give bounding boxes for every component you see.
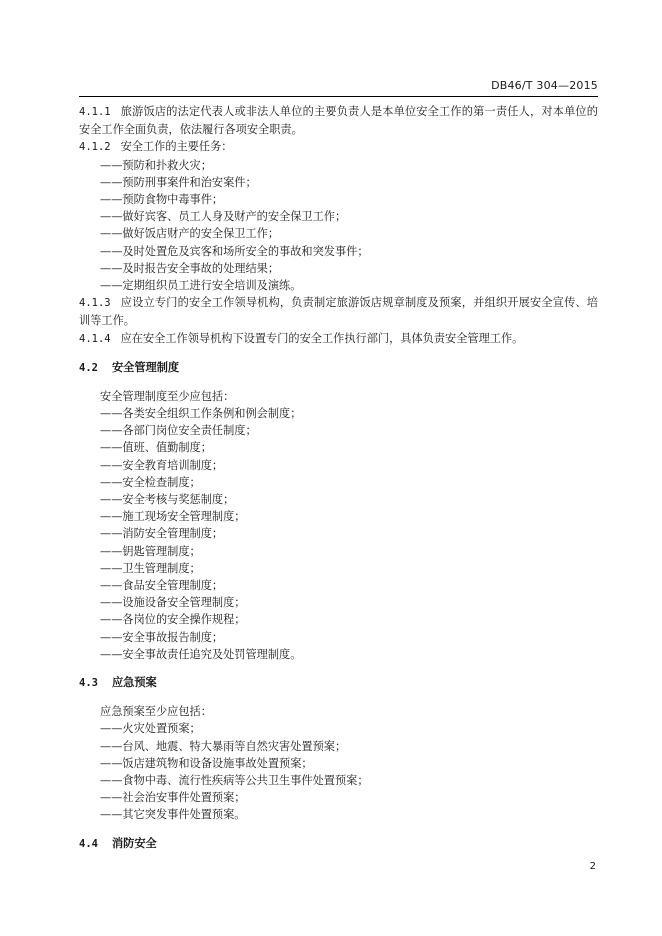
clause-4-1-4: [79, 330, 598, 348]
list-item: ——台风、地震、特大暴雨等自然灾害处置预案；: [100, 739, 347, 753]
list-item: ——安全考核与奖惩制度；: [100, 493, 235, 507]
section-title: 安全管理制度: [111, 360, 180, 374]
list-item: ——及时报告安全事故的处理结果；: [100, 261, 280, 275]
list-item: ——做好宾客、员工人身及财产的安全保卫工作；: [100, 210, 347, 224]
section-number: 4.2: [79, 361, 98, 374]
list-item: ——各部门岗位安全责任制度；: [100, 424, 257, 438]
clause-text: 旅游饭店的法定代表人或非法人单位的主要负责人是本单位安全工作的第一责任人，对本单位的安全工作全面负责，依法履行各项安全职责。: [79, 105, 598, 137]
section-title: 应急预案: [111, 676, 157, 690]
emergency-plan-list: [79, 720, 598, 823]
list-item: ——安全事故责任追究及处罚管理制度。: [100, 647, 302, 661]
list-item: ——及时处置危及宾客和场所安全的事故和突发事件；: [100, 244, 369, 258]
regulation-list: [79, 405, 598, 663]
list-item: ——预防刑事案件和治安案件；: [100, 175, 257, 189]
clause-number: 4.1.4: [79, 332, 111, 345]
clause-number: 4.1.2: [79, 141, 111, 154]
section-heading-4-4: [79, 835, 598, 853]
clause-text: 应设立专门的安全工作领导机构，负责制定旅游饭店规章制度及预案，并组织开展安全宣传、培训等工作。: [79, 296, 598, 328]
page-number: 2: [589, 861, 596, 872]
clause-4-1-2: [79, 138, 598, 156]
section-intro: 应急预案至少应包括：: [100, 705, 212, 719]
list-item: ——安全事故报告制度；: [100, 630, 224, 644]
clause-number: 4.1.1: [79, 106, 111, 118]
list-item: ——食品安全管理制度；: [100, 579, 224, 593]
section-intro: 安全管理制度至少应包括：: [100, 389, 235, 403]
list-item: ——预防和扑救火灾；: [100, 158, 212, 172]
list-item: ——安全检查制度；: [100, 475, 201, 489]
clause-4-1-1: [79, 103, 598, 138]
list-item: ——预防食物中毒事件；: [100, 193, 224, 207]
list-item: ——做好饭店财产的安全保卫工作；: [100, 227, 280, 241]
list-item: ——食物中毒、流行性疾病等公共卫生事件处置预案；: [100, 773, 369, 787]
list-item: ——卫生管理制度；: [100, 561, 201, 575]
section-heading-4-3: [79, 674, 598, 692]
section-number: 4.4: [79, 837, 98, 850]
clause-text: 应在安全工作领导机构下设置专门的安全工作执行部门，具体负责安全管理工作。: [120, 331, 524, 345]
list-item: ——钥匙管理制度；: [100, 544, 201, 558]
list-item: ——值班、值勤制度；: [100, 441, 212, 455]
list-item: ——安全教育培训制度；: [100, 458, 224, 472]
list-item: ——各岗位的安全操作规程；: [100, 613, 246, 627]
document-code: DB46/T 304—2015: [491, 79, 598, 92]
header-divider: [79, 96, 598, 97]
section-title: 消防安全: [111, 836, 157, 850]
clause-4-1-3: [79, 294, 598, 329]
list-item: ——各类安全组织工作条例和例会制度；: [100, 407, 302, 421]
clause-text: 安全工作的主要任务：: [120, 140, 233, 154]
list-item: ——社会治安事件处置预案；: [100, 791, 246, 805]
list-item: ——消防安全管理制度；: [100, 527, 224, 541]
list-item: ——定期组织员工进行安全培训及演练。: [100, 279, 302, 293]
page-content: [79, 103, 598, 864]
task-list: [79, 157, 598, 295]
list-item: ——饭店建筑物和设备设施事故处置预案；: [100, 756, 313, 770]
list-item: ——其它突发事件处置预案。: [100, 808, 246, 822]
list-item: ——设施设备安全管理制度；: [100, 596, 246, 610]
clause-number: 4.1.3: [79, 297, 111, 310]
list-item: ——施工现场安全管理制度；: [100, 510, 246, 524]
list-item: ——火灾处置预案；: [100, 722, 201, 736]
section-number: 4.3: [79, 677, 98, 690]
section-heading-4-2: [79, 359, 598, 377]
